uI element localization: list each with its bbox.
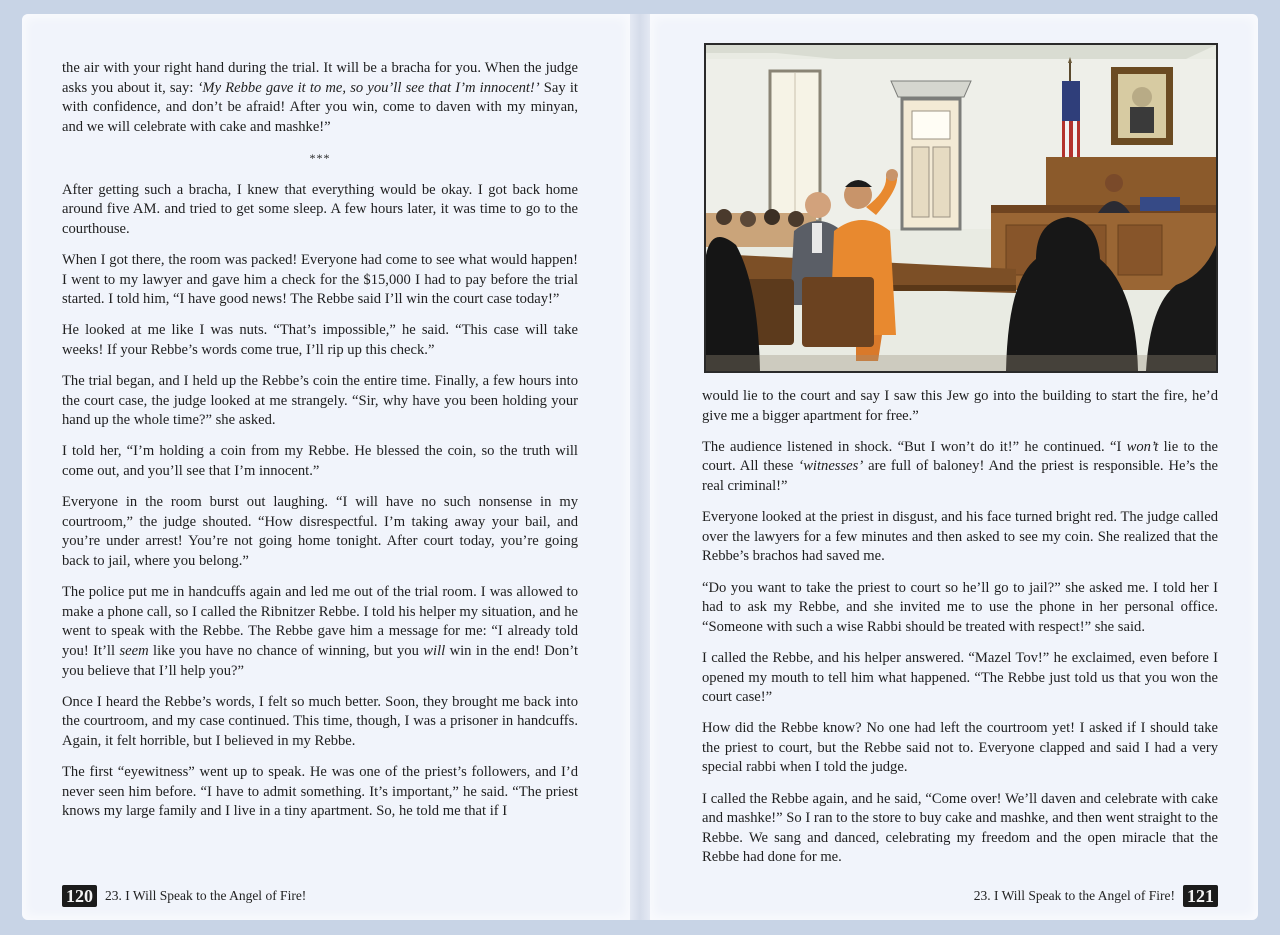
text-run: I called the Rebbe, and his helper answered. “Mazel Tov!” he exclaimed, even before I opened my mouth to tell him what happened. “The Rebbe just told us that you won the court case!” (702, 649, 1218, 706)
text-run: The police put me in handcuffs again and led me out of the trial room. I was allowed to make a phone call, so I called the Ribnitzer Rebbe. I told his helper my situation, and he went to speak with the Rebbe. The Rebbe gave him a message for me: “I already told you! It’ll (62, 584, 578, 659)
text-run: Everyone looked at the priest in disgust, and his face turned bright red. The judge called over the lawyers for a few minutes and then asked to see my coin. She realized that the Rebbe’s brachos had saved me. (702, 509, 1218, 565)
body-paragraph (62, 442, 578, 481)
body-paragraph (62, 493, 578, 571)
text-run: like you have no chance of winning, but you (148, 643, 424, 659)
body-paragraph (62, 372, 578, 431)
right-page-footer (974, 884, 1218, 908)
text-run: win in the end! Don’t you believe that I’ll help you?” (62, 643, 578, 679)
text-run: are full of baloney! And the priest is responsible. He’s the real criminal!” (702, 458, 1218, 494)
text-run: He looked at me like I was nuts. “That’s impossible,” he said. “This case will take weeks! If your Rebbe’s words come true, I’ll rip up this check.” (62, 322, 578, 358)
body-paragraph (62, 59, 578, 137)
body-paragraph (702, 719, 1218, 778)
body-paragraph (702, 387, 1218, 426)
text-run: After getting such a bracha, I knew that everything would be okay. I got back home around five AM. and tried to get some sleep. A few hours later, it was time to go to the courthouse. (62, 181, 578, 237)
body-paragraph (702, 579, 1218, 638)
body-paragraph (62, 693, 578, 752)
text-run: Say it with confidence, and don’t be afraid! After you win, come to daven with my minyan, and we will celebrate with cake and mashke!” (62, 79, 578, 135)
body-paragraph (702, 438, 1218, 497)
chapter-title: 23. I Will Speak to the Angel of Fire! (105, 888, 307, 903)
emphasis-text: seem (119, 643, 149, 659)
body-paragraph (702, 790, 1218, 868)
book-gutter (630, 14, 650, 920)
body-paragraph (702, 508, 1218, 567)
text-run: The audience listened in shock. “But I won’t do it!” he continued. “I (702, 438, 1127, 455)
section-break: *** (309, 150, 331, 165)
text-run: The trial began, and I held up the Rebbe’s coin the entire time. Finally, a few hours into the court case, the judge looked at me strangely. “Sir, why have you been holding your hand up the whole time?” she asked. (62, 373, 578, 429)
text-run: I told her, “I’m holding a coin from my Rebbe. He blessed the coin, so the truth will come out, and you’ll see that I’m innocent.” (62, 443, 578, 480)
text-run: the air with your right hand during the trial. It will be a bracha for you. When the judge asks you about it, say: (62, 60, 578, 96)
text-run: Once I heard the Rebbe’s words, I felt so much better. Soon, they brought me back into the courtroom, and my case continued. This time, though, I was a prisoner in handcuffs. Again, it felt horrible, but I believed in my Rebbe. (62, 693, 578, 749)
body-paragraph (62, 583, 578, 681)
page-number: 121 (1183, 885, 1218, 907)
text-run: I called the Rebbe again, and he said, “Come over! We’ll daven and celebrate with cake and mashke!” So I ran to the store to buy cake and mashke, and then went straight to the Rebbe. We sang and danced, celebrating my freedom and the open miracle that the Rebbe had done for me. (702, 790, 1218, 866)
text-run: lie to the court. All these (702, 438, 1218, 475)
right-page-text (702, 387, 1218, 880)
body-paragraph (62, 251, 578, 310)
text-run: How did the Rebbe know? No one had left the courtroom yet! I asked if I should take the priest to court, but the Rebbe said not to. Everyone clapped and said I had a very special rabbi when I told the judge. (702, 720, 1218, 776)
text-run: would lie to the court and say I saw this Jew go into the building to start the fire, he’d give me a bigger apartment for free.” (702, 388, 1218, 424)
emphasis-text: ‘witnesses’ (798, 458, 864, 475)
courtroom-illustration-svg (706, 45, 1216, 371)
body-paragraph (702, 649, 1218, 708)
text-run: Everyone in the room burst out laughing. “I will have no such nonsense in my courtroom,” the judge shouted. “How disrespectful. I’m taking away your bail, and you’re under arrest! You’re not going home tonight. After court today, you’re going back to jail, where you belong.” (62, 494, 578, 570)
text-run: “Do you want to take the priest to court so he’ll go to jail?” she asked me. I told her I had to ask my Rebbe, and she invited me to use the phone in her personal office. “Someone with such a wise Rabbi should be treated with respect!” she said. (702, 579, 1218, 635)
emphasis-text: ‘My Rebbe gave it to me, so you’ll see that I’m innocent!’ (197, 79, 540, 96)
courtroom-illustration (704, 43, 1218, 373)
body-paragraph (62, 321, 578, 360)
body-paragraph (62, 763, 578, 822)
emphasis-text: won’t (1126, 438, 1159, 455)
text-run: When I got there, the room was packed! Everyone had come to see what would happen! I went to my lawyer and gave him a check for the $15,000 I had to pay before the trial started. I told him, “I have good news! The Rebbe said I’ll win the court case today!” (62, 251, 578, 308)
page-number: 120 (62, 885, 97, 907)
left-page-footer (62, 884, 306, 908)
text-run: The first “eyewitness” went up to speak. He was one of the priest’s followers, and I’d never seen him before. “I have to admit something. It’s important,” he said. “The priest knows my large family and I live in a tiny apartment. So, he told me that if I (62, 764, 578, 820)
emphasis-text: will (423, 643, 446, 659)
left-page-text (62, 59, 578, 834)
chapter-title: 23. I Will Speak to the Angel of Fire! (973, 888, 1175, 903)
body-paragraph (62, 181, 578, 240)
